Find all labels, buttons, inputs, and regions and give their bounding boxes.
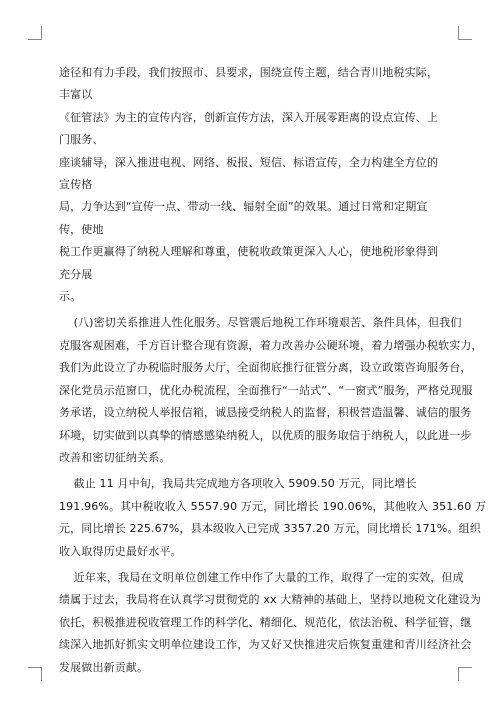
text-line: 续深入地抓好抓实文明单位建设工作，为又好又快推进灾后恢复重建和青川经济社会 xyxy=(59,638,472,652)
text-line: 截止 11 月中旬，我局共完成地方各项收入 5909.50 万元，同比增长 xyxy=(59,477,417,491)
paragraph-outlook xyxy=(59,567,482,679)
paragraph-service xyxy=(59,312,483,469)
text-line: 我们为此设立了办税临时服务大厅，全面彻底推行征管分离，设立政策咨询服务台， xyxy=(59,361,472,375)
crop-mark-bottom-right xyxy=(458,667,472,681)
text-line: (八)密切关系推进人性化服务。尽管震后地税工作环境艰苦、条件具体，但我们 xyxy=(59,316,462,330)
crop-mark-bottom-left xyxy=(28,667,42,681)
crop-mark-top-left xyxy=(28,26,42,40)
paragraph-publicity xyxy=(59,62,441,308)
text-line: 元，同比增长 225.67%，县本级收入已完成 3357.20 万元，同比增长 171%。组织 xyxy=(59,522,481,536)
text-line: 示。 xyxy=(59,290,82,304)
text-line: 税工作更赢得了纳税人理解和尊重，使税收政策更深入人心，使地税形象得到充分展 xyxy=(59,245,439,281)
text-line: 绩属于过去，我局将在认真学习贯彻党的 xx 大精神的基础上，坚持以地税文化建设为 xyxy=(59,593,482,607)
paragraph-revenue xyxy=(59,473,487,563)
text-line: 克服客观困难，千方百计整合现有资源，着力改善办公硬环境，着力增强办税软实力， xyxy=(59,338,483,352)
text-line: 发展做出新贡献。 xyxy=(59,660,149,674)
text-line: 座谈辅导，深入推进电视、网络、板报、短信、标语宣传，全力构建全方位的宣传格 xyxy=(59,155,439,192)
text-line: 依托，积极推进税收管理工作的科学化、精细化、规范化，依法治税、科学征管，继 xyxy=(59,615,472,629)
text-line: 收入取得历史最好水平。 xyxy=(59,544,182,558)
crop-mark-top-right xyxy=(458,26,472,40)
text-line: 局，力争达到“宣传一点、带动一线、辐射全面”的效果。通过日常和定期宣传，使地 xyxy=(59,200,428,236)
text-line: 191.96%。其中税收收入 5557.90 万元，同比增长 190.06%，其他收入 351.60 万 xyxy=(59,499,487,513)
text-line: 近年来，我局在文明单位创建工作中作了大量的工作，取得了一定的实效，但成 xyxy=(59,570,464,584)
text-line: 环境，切实做到以真挚的情感感染纳税人，以优质的服务取信于纳税人，以此进一步 xyxy=(59,428,472,442)
text-line: 改善和密切征纳关系。 xyxy=(59,450,171,464)
text-line: 途径和有力手段，我们按照市、县要求，围绕宣传主题，结合青川地税实际，丰富以 xyxy=(59,66,439,102)
text-line: 深化党员示范窗口，优化办税流程，全面推行“一站式”、“一窗式”服务，严格兑现服 xyxy=(59,383,473,397)
text-line: 《征管法》为主的宣传内容，创新宣传方法，深入开展零距离的设点宣传、上门服务、 xyxy=(59,110,439,147)
document-body xyxy=(59,62,487,679)
text-line: 务承诺，设立纳税人举报信箱，诚恳接受纳税人的监督，积极营造温馨、诚信的服务 xyxy=(59,406,472,420)
